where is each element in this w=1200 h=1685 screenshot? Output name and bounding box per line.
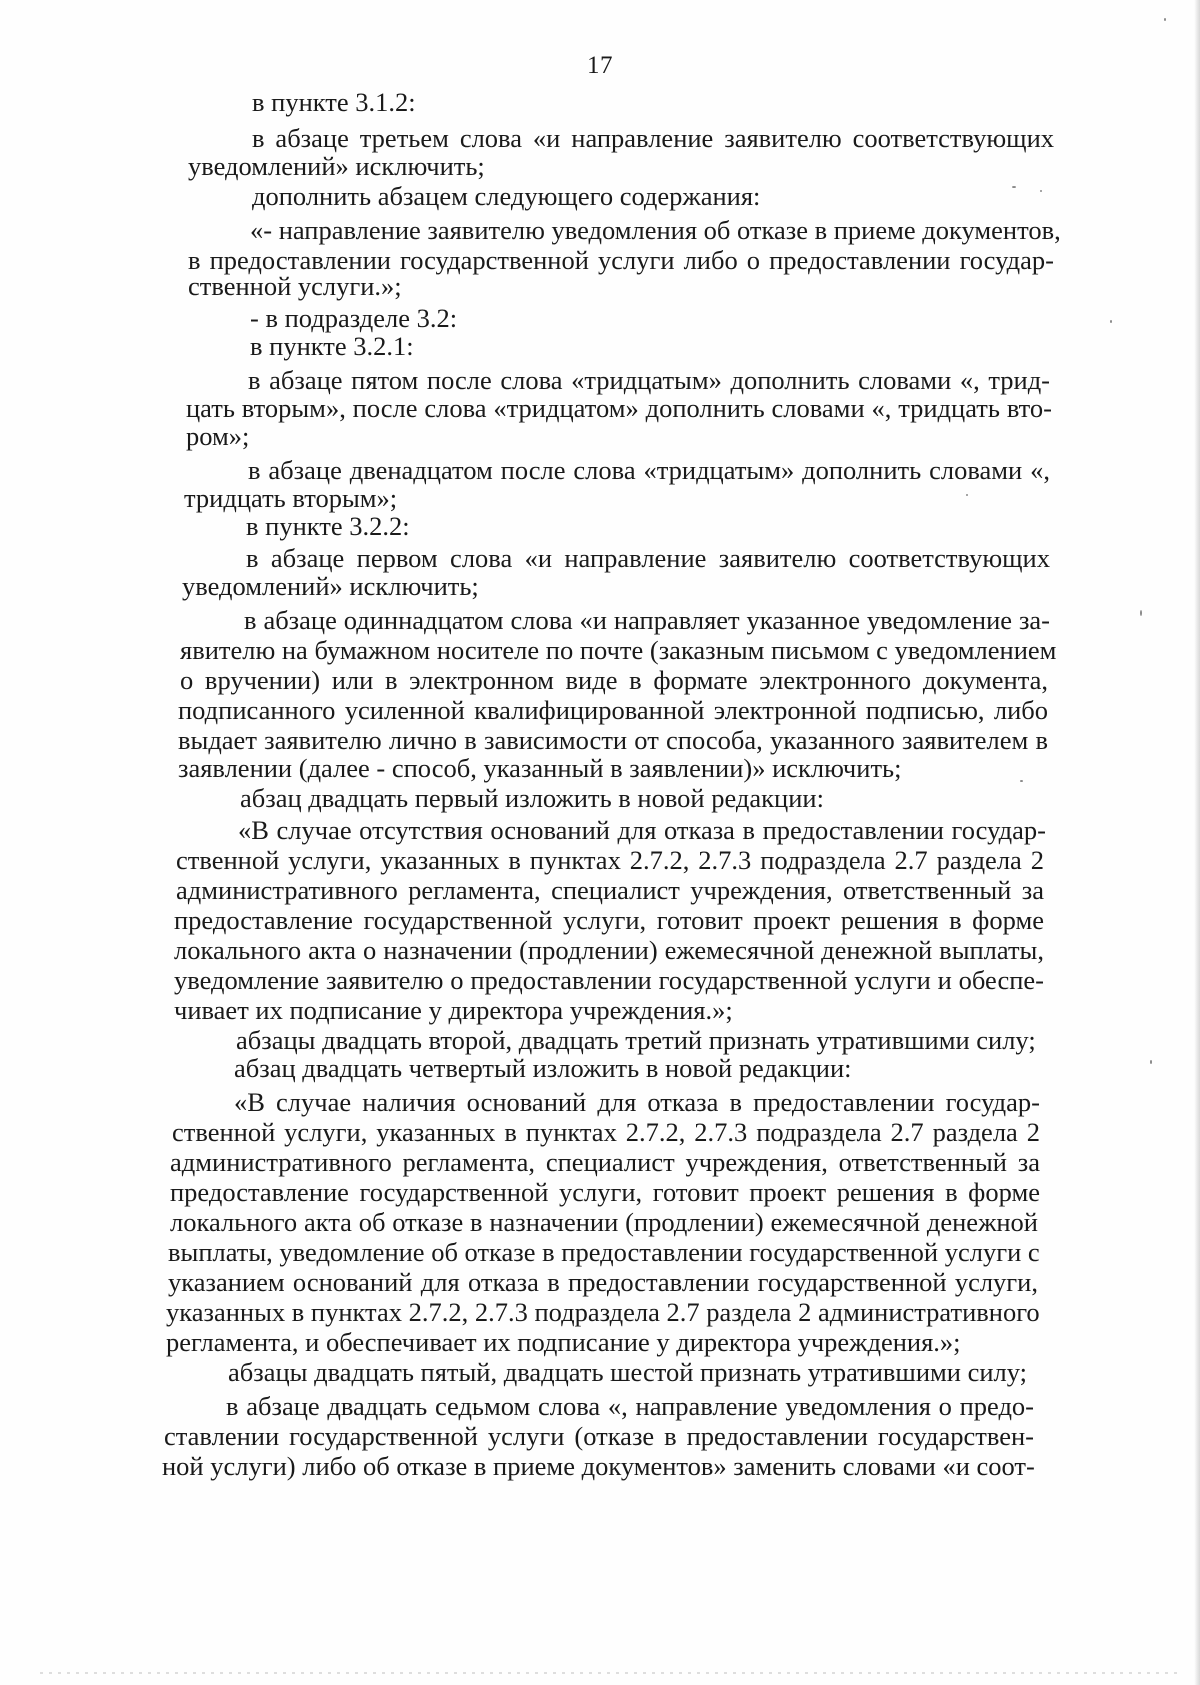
text-line: ром»; [186, 421, 250, 451]
text-line: тридцать вторым»; [184, 483, 398, 513]
text-line: ной услуги) либо об отказе в приеме документов» заменить словами «и соот- [162, 1451, 1035, 1481]
text-line: в пункте 3.2.1: [250, 331, 414, 361]
text-line: ставлении государственной услуги (отказе в предоставлении государствен- [164, 1421, 1034, 1451]
text-line: подписанного усиленной квалифицированной электронной подписью, либо [178, 695, 1048, 725]
scan-speck [1012, 186, 1016, 188]
text-line: абзац двадцать четвертый изложить в новой редакции: [234, 1053, 852, 1083]
text-line: ственной услуги.»; [188, 271, 402, 301]
text-line: ственной услуги, указанных в пунктах 2.7.2, 2.7.3 подраздела 2.7 раздела 2 [176, 845, 1044, 875]
text-line: абзац двадцать первый изложить в новой редакции: [240, 783, 824, 813]
text-line: административного регламента, специалист учреждения, ответственный за [170, 1147, 1040, 1177]
scan-speck [1020, 780, 1023, 782]
text-line: абзацы двадцать второй, двадцать третий признать утратившими силу; [236, 1025, 1036, 1055]
text-line: - в подразделе 3.2: [250, 303, 458, 333]
text-line: локального акта об отказе в назначении (продлении) ежемесячной денежной [170, 1207, 1038, 1237]
text-line: в пункте 3.2.2: [246, 511, 410, 541]
text-line: указанием оснований для отказа в предоставлении государственной услуги, [168, 1267, 1038, 1297]
text-line: заявлении (далее - способ, указанный в заявлении)» исключить; [178, 753, 902, 783]
text-line: выплаты, уведомление об отказе в предоставлении государственной услуги с [168, 1237, 1040, 1267]
text-line: о вручении) или в электронном виде в формате электронного документа, [180, 665, 1048, 695]
scan-speck [1164, 18, 1166, 21]
scan-speck [1140, 610, 1142, 616]
text-line: в предоставлении государственной услуги либо о предоставлении государ- [188, 245, 1054, 275]
text-line: «В случае наличия оснований для отказа в предоставлении государ- [234, 1087, 1040, 1117]
text-line: уведомлений» исключить; [188, 151, 485, 181]
text-line: цать вторым», после слова «тридцатом» дополнить словами «, тридцать вто- [186, 393, 1052, 423]
text-line: в пункте 3.1.2: [252, 87, 416, 117]
text-line: указанных в пунктах 2.7.2, 2.7.3 подраздела 2.7 раздела 2 административного [166, 1297, 1040, 1327]
scan-speck [1150, 1060, 1152, 1064]
text-line: «- направление заявителю уведомления об отказе в приеме документов, [250, 215, 1061, 245]
text-line: ственной услуги, указанных в пунктах 2.7.2, 2.7.3 подраздела 2.7 раздела 2 [172, 1117, 1040, 1147]
text-line: предоставление государственной услуги, готовит проект решения в форме [174, 905, 1044, 935]
text-line: в абзаце двенадцатом после слова «тридцатым» дополнить словами «, [248, 455, 1050, 485]
text-line: регламента, и обеспечивает их подписание у директора учреждения.»; [166, 1327, 961, 1357]
text-line: в абзаце третьем слова «и направление заявителю соответствующих [252, 123, 1054, 153]
scan-speck [966, 494, 968, 496]
scan-edge-noise [40, 1672, 1180, 1674]
text-line: чивает их подписание у директора учреждения.»; [174, 995, 733, 1025]
scan-edge-shadow [1194, 0, 1200, 1685]
text-line: предоставление государственной услуги, готовит проект решения в форме [170, 1177, 1040, 1207]
text-line: выдает заявителю лично в зависимости от способа, указанного заявителем в [178, 725, 1048, 755]
scan-speck [1110, 320, 1112, 323]
text-line: «В случае отсутствия оснований для отказа в предоставлении государ- [238, 815, 1046, 845]
scan-speck [1040, 190, 1042, 192]
text-line: уведомлений» исключить; [182, 571, 479, 601]
text-line: административного регламента, специалист учреждения, ответственный за [176, 875, 1044, 905]
page-number: 17 [587, 52, 613, 79]
text-line: в абзаце пятом после слова «тридцатым» дополнить словами «, трид- [248, 365, 1050, 395]
text-line: уведомление заявителю о предоставлении государственной услуги и обеспе- [174, 965, 1044, 995]
text-line: в абзаце первом слова «и направление заявителю соответствующих [246, 543, 1050, 573]
text-line: в абзаце одиннадцатом слова «и направляет указанное уведомление за- [244, 605, 1050, 635]
text-line: дополнить абзацем следующего содержания: [252, 181, 761, 211]
text-line: явителю на бумажном носителе по почте (заказным письмом с уведомлением [180, 635, 1057, 665]
text-line: абзацы двадцать пятый, двадцать шестой признать утратившими силу; [228, 1357, 1028, 1387]
text-line: локального акта о назначении (продлении) ежемесячной денежной выплаты, [174, 935, 1044, 965]
text-line: в абзаце двадцать седьмом слова «, направление уведомления о предо- [226, 1391, 1034, 1421]
